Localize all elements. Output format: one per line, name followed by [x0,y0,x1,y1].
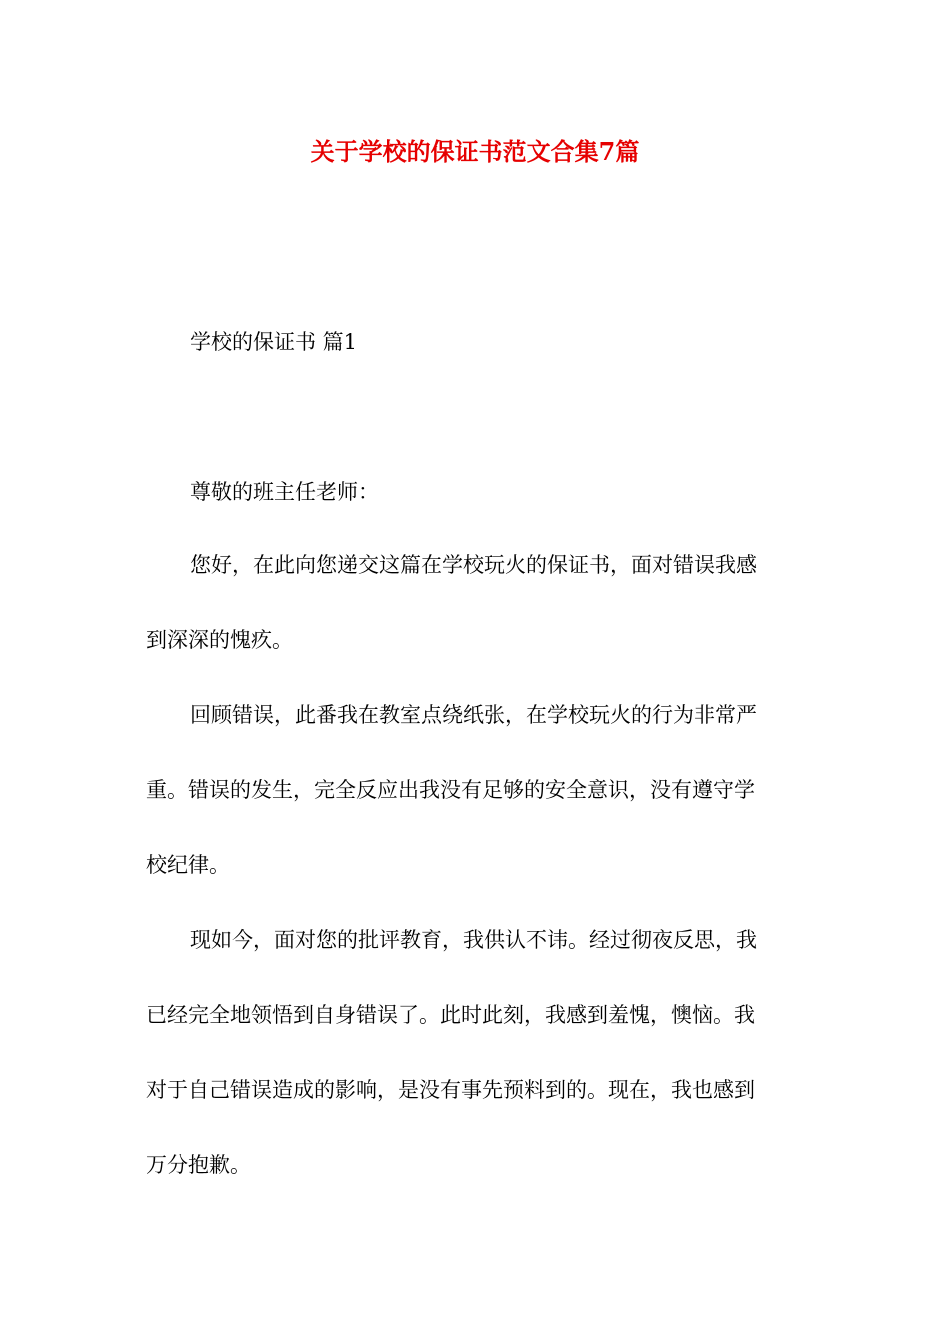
salutation: 尊敬的班主任老师： [190,480,379,504]
document-title: 关于学校的保证书范文合集7篇 [310,137,640,166]
paragraph-2-line-2: 重。错误的发生，完全反应出我没有足够的安全意识，没有遵守学 [146,778,755,802]
paragraph-3-line-1: 现如今，面对您的批评教育，我供认不讳。经过彻夜反思，我 [190,928,757,952]
paragraph-1-line-2: 到深深的愧疚。 [146,628,293,652]
paragraph-1-line-1: 您好，在此向您递交这篇在学校玩火的保证书，面对错误我感 [190,553,757,577]
section-heading: 学校的保证书 篇1 [190,330,358,354]
paragraph-2-line-3: 校纪律。 [146,853,230,877]
paragraph-2-line-1: 回顾错误，此番我在教室点绕纸张，在学校玩火的行为非常严 [190,703,757,727]
paragraph-3-line-2: 已经完全地领悟到自身错误了。此时此刻，我感到羞愧，懊恼。我 [146,1003,755,1027]
paragraph-3-line-3: 对于自己错误造成的影响，是没有事先预料到的。现在，我也感到 [146,1078,755,1102]
paragraph-3-line-4: 万分抱歉。 [146,1153,251,1177]
